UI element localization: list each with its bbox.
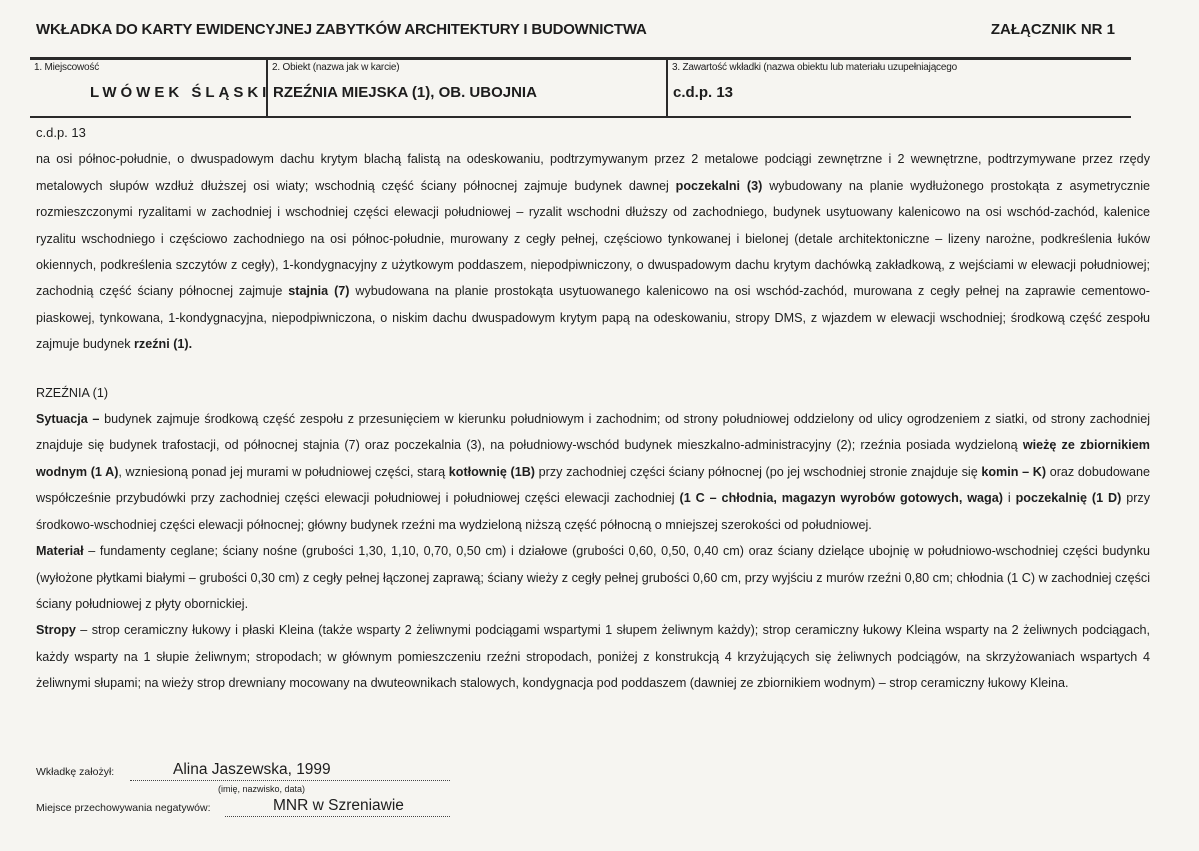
intro-paragraph: na osi północ-południe, o dwuspadowym dachu krytym blachą falistą na odeskowaniu, podtrzymywanym przez 2 metalowe podciągi zewnętrzne i 2 wewnętrzne, podtrzymywane przez rzędy metalowych słupów wzdłuż dłuższej osi wiaty; wschodnią część ściany północnej zajmuje budynek dawnej poczekalni (3) wybudowany na planie wydłużonego prostokąta z asymetrycznie rozmieszczonymi ryzalitami w zachodniej i wschodniej części elewacji południowej – ryzalit wschodni dłuższy od zachodniego, budynek usytuowany kalenicowo na osi wschód-zachód, kalenice ryzalitu wschodniego i częściowo zachodniego na osi północ-południe, murowany z cegły pełnej, częściowo tynkowanej i bielonej (detale architektoniczne – lizeny narożne, podkreślenia łuków okiennych, podkreślenia szczytów z cegły), 1-kondygnacyjny z użytkowym poddaszem, niepodpiwniczony, o dwuspadowym dachu krytym dachówką zakładkową, z wejściami w elewacji południowej; zachodnią część ściany północnej zajmuje stajnia (7) wybudowana na planie prostokąta usytuowanego kalenicowo na osi wschód-zachód, murowana z cegły pełnej na zaprawie cementowo-piaskowej, tynkowana, 1-kondygnacyjna, niepodpiwniczona, o niskim dachu dwuspadowym krytym papą na odeskowaniu, stropy DMS, z wjazdem w elewacji wschodniej; środkową część zespołu zajmuje budynek rzeźni (1). (36, 152, 1150, 352)
place-label: 1. Miejscowość (34, 62, 99, 73)
object-value: RZEŹNIA MIEJSKA (1), OB. UBOJNIA (273, 84, 537, 101)
founded-line (130, 780, 450, 781)
object-cell (266, 60, 666, 117)
place-cell (30, 60, 271, 117)
place-value: LWÓWEK ŚLĄSKI (90, 84, 271, 101)
content-label: 3. Zawartość wkładki (nazwa obiektu lub materiału uzupełniającego (672, 62, 957, 73)
founded-value: Alina Jaszewska, 1999 (173, 761, 331, 778)
storage-label: Miejsce przechowywania negatywów: (36, 802, 211, 814)
section-heading: RZEŹNIA (1) (36, 385, 109, 400)
situation-paragraph: Sytuacja – budynek zajmuje środkową część zespołu z przesunięciem w kierunku południowym i zachodnim; od strony południowej oddzielony od ulicy ogrodzeniem z siatki, od strony zachodniej znajduje się budynek trafostacji, od północnej stajnia (7) oraz poczekalnia (3), na południowy-wschód budynek mieszkalno-administracyjny (2); rzeźnia posiada wydzieloną wieżę ze zbiornikiem wodnym (1 A), wzniesioną ponad jej murami w południowej części, starą kotłownię (1B) przy zachodniej części ściany północnej (po jej wschodniej stronie znajduje się komin – K) oraz dobudowane współcześnie przybudówki przy zachodniej części elewacji południowej i południowej części elewacji zachodniej (1 C – chłodnia, magazyn wyrobów gotowych, waga) i poczekalnię (1 D) przy środkowo-wschodniej części elewacji północnej; główny budynek rzeźni ma wydzieloną niższą część północną o mniejszej szerokości od południowej. (36, 412, 1151, 532)
founded-note: (imię, nazwisko, data) (218, 784, 306, 794)
storage-value: MNR w Szreniawie (273, 797, 404, 814)
continuation-note: c.d.p. 13 (36, 125, 86, 140)
material-paragraph: Materiał – fundamenty ceglane; ściany nośne (grubości 1,30, 1,10, 0,70, 0,50 cm) i działowe (grubości 0,60, 0,50, 0,40 cm) oraz ściany dzielące ubojnię w południowo-wschodniej części budynku (wyłożone płytkami białymi – grubości 0,30 cm) z cegły pełnej łączonej zaprawą; ściany wieży z cegły pełnej grubości 0,60 cm, przy wyjściu z murów rzeźni 0,80 cm; chłodnia (1 C) w zachodniej części ściany południowej z płyty obornickiej. (36, 544, 1150, 611)
ceilings-paragraph: Stropy – strop ceramiczny łukowy i płaski Kleina (także wsparty 2 żeliwnymi podciągami wspartymi 1 słupem żeliwnym każdy); strop ceramiczny łukowy Kleina wsparty na 2 żeliwnych podciągach, każdy wsparty na 1 słupie żeliwnym; stropodach; w głównym pomieszczeniu rzeźni stropodach, poniżej z konstrukcją 4 krzyżujących się żeliwnych podciągów, na skrzyżowaniach wspartych 4 żeliwnymi słupami; na wieży strop drewniany mocowany na dwuteownikach stalowych, kondygnacja pod poddaszem (dawniej ze zbiornikiem wodnym) – strop ceramiczny łukowy Kleina. (36, 623, 1150, 691)
storage-line (225, 816, 450, 817)
founded-label: Wkładkę założył: (36, 766, 115, 778)
object-label: 2. Obiekt (nazwa jak w karcie) (272, 62, 400, 73)
document-body (36, 120, 1150, 697)
document-title: WKŁADKA DO KARTY EWIDENCYJNEJ ZABYTKÓW ARCHITEKTURY I BUDOWNICTWA (36, 21, 647, 38)
content-value: c.d.p. 13 (673, 84, 734, 101)
header-bottom-rule (30, 116, 1131, 118)
annex-number: ZAŁĄCZNIK NR 1 (990, 21, 1115, 38)
content-cell (666, 60, 1131, 117)
